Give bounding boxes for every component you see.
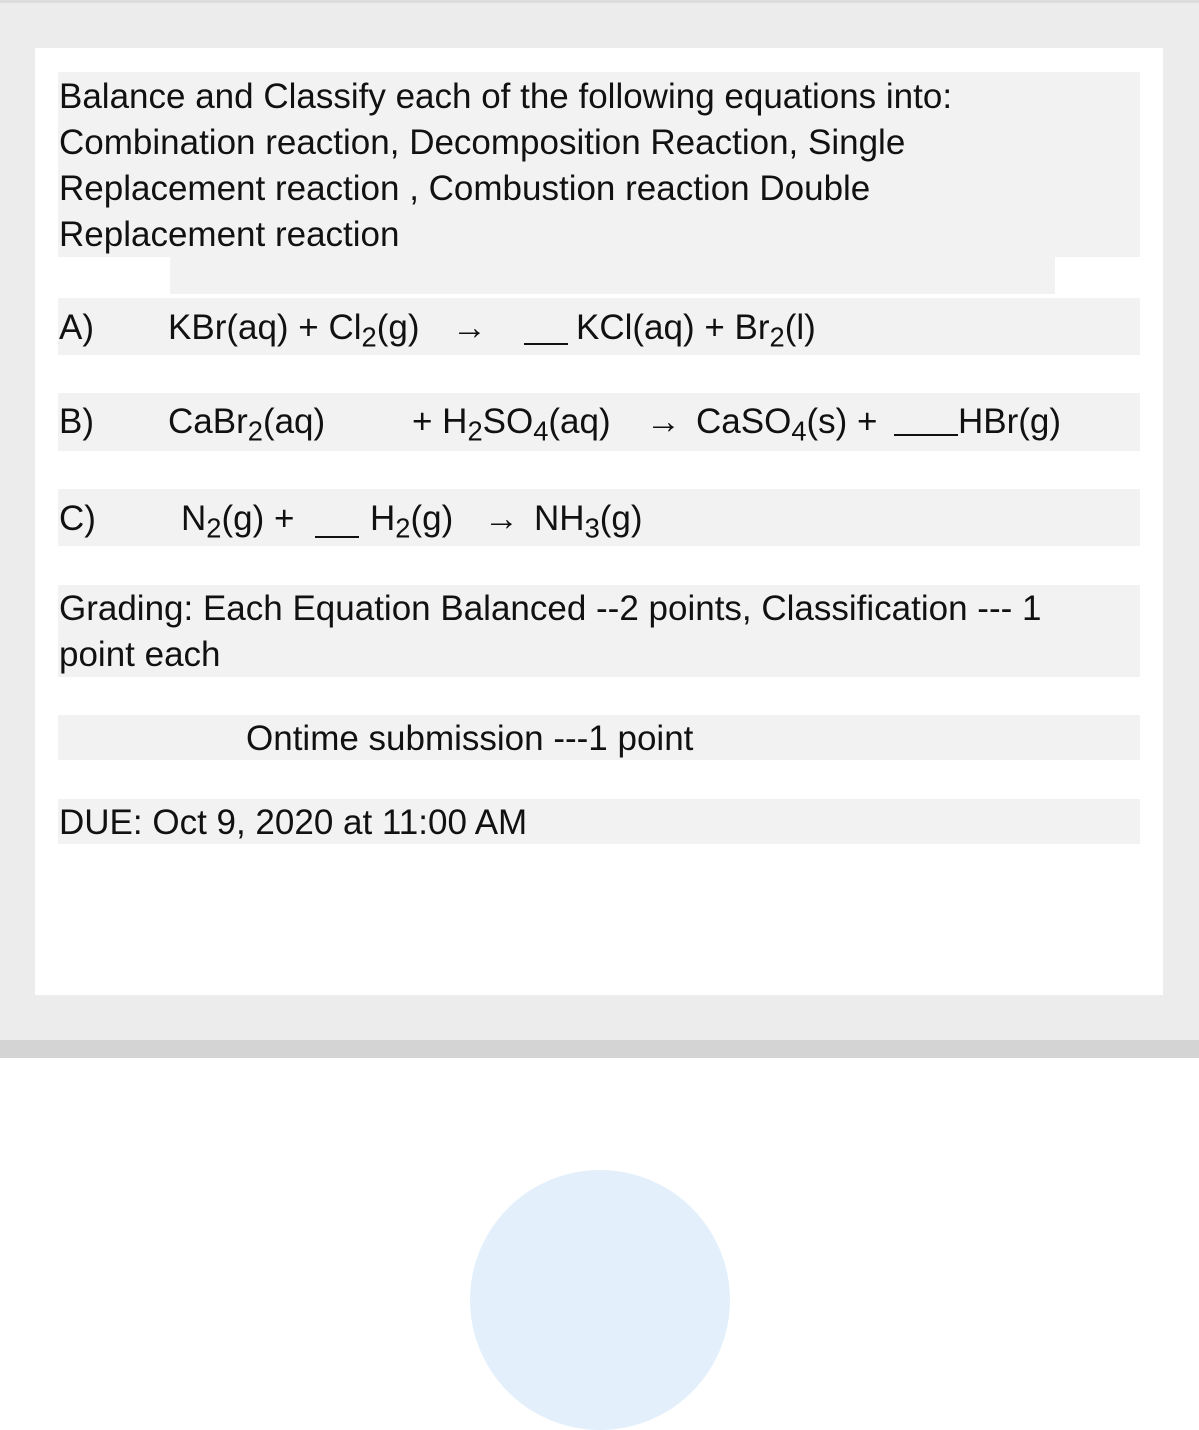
grading-line-2: point each bbox=[59, 635, 221, 674]
equation-b-reactant-2-text: + H bbox=[412, 402, 468, 441]
bottom-bar bbox=[0, 1040, 1199, 1058]
equation-b-reactant-2 bbox=[412, 402, 611, 447]
instructions-highlight-tail bbox=[170, 257, 1055, 294]
instructions-line-3: Replacement reaction , Combustion reaction Double bbox=[59, 169, 871, 208]
equation-a-blank bbox=[524, 343, 568, 345]
decorative-circle bbox=[470, 1170, 730, 1430]
equation-b-blank bbox=[894, 434, 958, 436]
instructions-line-4: Replacement reaction bbox=[59, 215, 400, 254]
equation-b-reactant-1-text: CaBr bbox=[168, 402, 248, 441]
equation-b-product-1 bbox=[696, 402, 878, 447]
equation-b-reactant-2-mid: SO bbox=[482, 402, 534, 441]
equation-c-reactant-1-state: (g) + bbox=[221, 499, 295, 538]
equation-c-reactant-2-state: (g) bbox=[410, 499, 454, 538]
equation-a-label: A) bbox=[59, 308, 94, 347]
equation-c-blank bbox=[315, 536, 359, 538]
equation-c-reactant-2 bbox=[370, 499, 454, 544]
instructions-line-2: Combination reaction, Decomposition Reaction, Single bbox=[59, 123, 906, 162]
equation-b-reactant-2-state: (aq) bbox=[548, 402, 611, 441]
equation-a-product-text: KCl(aq) + Br bbox=[576, 308, 770, 347]
equation-c-product-state: (g) bbox=[599, 499, 643, 538]
instructions-line-1: Balance and Classify each of the following equations into: bbox=[59, 77, 953, 116]
equation-c-product-sub: 3 bbox=[584, 512, 600, 544]
equation-a-product-state: (l) bbox=[784, 308, 816, 347]
equation-b-reactant-2-sub-1: 2 bbox=[467, 415, 483, 447]
equation-b-product-1-state: (s) + bbox=[806, 402, 878, 441]
equation-b-reactant-1-state: (aq) bbox=[262, 402, 326, 441]
equation-c-reactant-2-text: H bbox=[370, 499, 396, 538]
equation-b-reactant-1 bbox=[168, 402, 326, 447]
equation-c-product-text: NH bbox=[534, 499, 585, 538]
equation-b-label: B) bbox=[59, 402, 94, 441]
equation-c-reactant-1 bbox=[181, 499, 295, 544]
equation-c-product bbox=[534, 499, 643, 544]
equation-b-reactant-1-sub: 2 bbox=[247, 415, 263, 447]
equation-b-arrow: → bbox=[646, 402, 681, 441]
equation-b-product-1-text: CaSO bbox=[696, 402, 792, 441]
equation-b-reactant-2-sub-2: 4 bbox=[533, 415, 549, 447]
equation-c-reactant-1-sub: 2 bbox=[206, 512, 222, 544]
equation-a-product-sub: 2 bbox=[769, 321, 785, 353]
equation-b-product-2: HBr(g) bbox=[958, 402, 1062, 441]
equation-a-reactant-text: KBr(aq) + Cl bbox=[168, 308, 362, 347]
ontime-note: Ontime submission ---1 point bbox=[246, 719, 694, 758]
equation-a-reactant-state: (g) bbox=[376, 308, 420, 347]
equation-b-product-1-sub: 4 bbox=[791, 415, 807, 447]
grading-line-1: Grading: Each Equation Balanced --2 points, Classification --- 1 bbox=[59, 589, 1042, 628]
due-date: DUE: Oct 9, 2020 at 11:00 AM bbox=[59, 803, 528, 842]
equation-a-products bbox=[576, 308, 816, 353]
equation-c-reactant-1-text: N bbox=[181, 499, 207, 538]
equation-c-reactant-2-sub: 2 bbox=[395, 512, 411, 544]
equation-c-arrow: → bbox=[484, 499, 519, 538]
equation-a-arrow: → bbox=[452, 308, 487, 347]
equation-c-label: C) bbox=[59, 499, 96, 538]
equation-a-reactant-sub: 2 bbox=[361, 321, 377, 353]
equation-a-reactants bbox=[168, 308, 420, 353]
